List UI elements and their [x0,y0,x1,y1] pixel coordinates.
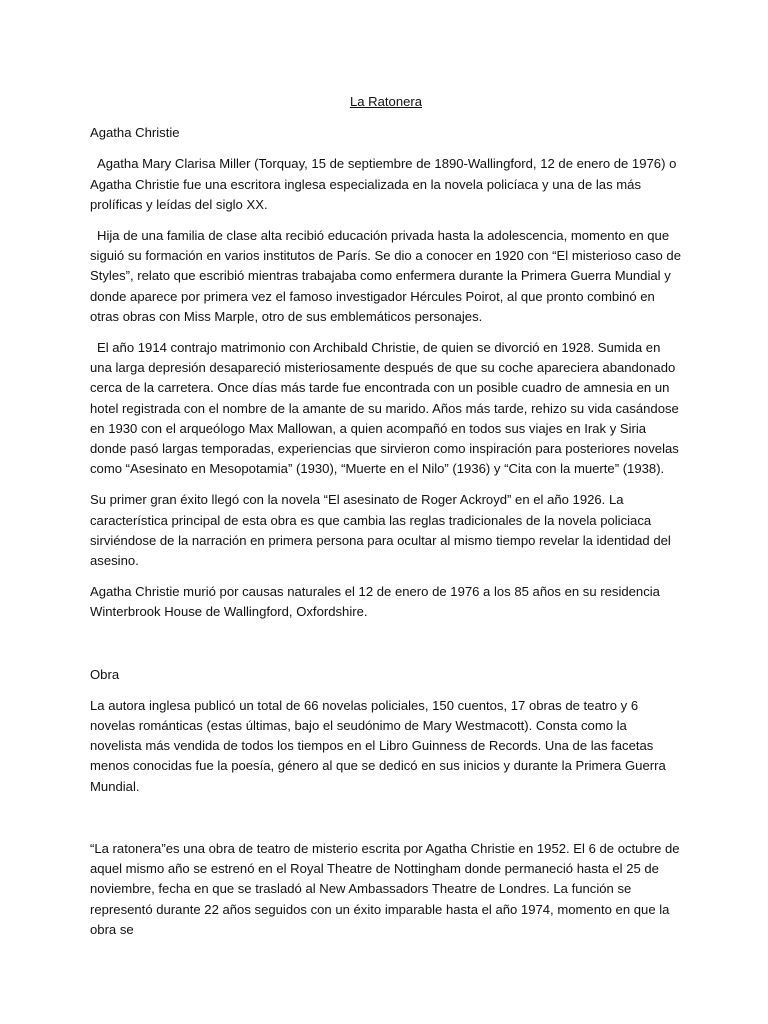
bio-paragraph-2: Hija de una familia de clase alta recibió educación privada hasta la adolescencia, momento en que siguió su formación en varios institutos de París. Se dio a conocer en 1920 con “El misterioso caso de Styles”, relato que escribió mientras trabajaba como enfermera durante la Primera Guerra Mundial y donde aparece por primera vez el famoso investigador Hércules Poirot, al que pronto combinó en otras obras con Miss Marple, otro de sus emblemáticos personajes. [90,228,681,324]
bio-paragraph-4: Su primer gran éxito llegó con la novela “El asesinato de Roger Ackroyd” en el año 1926. La característica principal de esta obra es que cambia las reglas tradicionales de la novela policiaca sirviéndose de la narración en primera persona para ocultar al mismo tiempo revelar la identidad del asesino. [90,492,671,569]
bio-paragraph-5: Agatha Christie murió por causas naturales el 12 de enero de 1976 a los 85 años en su residencia Winterbrook House de Wallingford, Oxfordshire. [90,584,660,620]
author-heading: Agatha Christie [90,125,180,141]
obra-paragraph: La autora inglesa publicó un total de 66 novelas policiales, 150 cuentos, 17 obras de teatro y 6 novelas románticas (estas últimas, bajo el seudónimo de Mary Westmacott). Consta como la novelista más vendida de todos los tiempos en el Libro Guinness de Records. Una de las facetas menos conocidas fue la poesía, género al que se dedicó en sus inicios y durante la Primera Guerra Mundial. [90,697,666,794]
blank-line [90,808,682,839]
bio-paragraph-1: Agatha Mary Clarisa Miller (Torquay, 15 de septiembre de 1890-Wallingford, 12 de enero de 1976) o Agatha Christie fue una escritora inglesa especializada en la novela policíaca y una de las más prolíficas y leídas del siglo XX. [90,156,677,212]
document-title: La Ratonera [349,94,423,109]
obra-heading: Obra [90,666,120,682]
blank-line [90,634,682,665]
ratonera-paragraph: “La ratonera”es una obra de teatro de misterio escrita por Agatha Christie en 1952. El 6 de octubre de aquel mismo año se estrenó en el Royal Theatre de Nottingham donde permaneció hasta el 25 de noviembre, fecha en que se trasladó al New Ambassadors Theatre de Londres. La función se representó durante 22 años seguidos con un éxito imparable hasta el año 1974, momento en que la obra se [90,840,680,937]
document-page [90,92,682,951]
bio-paragraph-3: El año 1914 contrajo matrimonio con Archibald Christie, de quien se divorció en 1928. Sumida en una larga depresión desapareció misteriosamente después de que su coche apareciera abandonado cerca de la carretera. Once días más tarde fue encontrada con un posible cuadro de amnesia en un hotel registrada con el nombre de la amante de su marido. Años más tarde, rehizo su vida casándose en 1930 con el arqueólogo Max Mallowan, a quien acompañó en todos sus viajes en Irak y Siria donde pasó largas temporadas, experiencias que sirvieron como inspiración para posteriores novelas como “Asesinato en Mesopotamia” (1930), “Muerte en el Nilo” (1936) y “Cita con la muerte” (1938). [90,340,679,477]
